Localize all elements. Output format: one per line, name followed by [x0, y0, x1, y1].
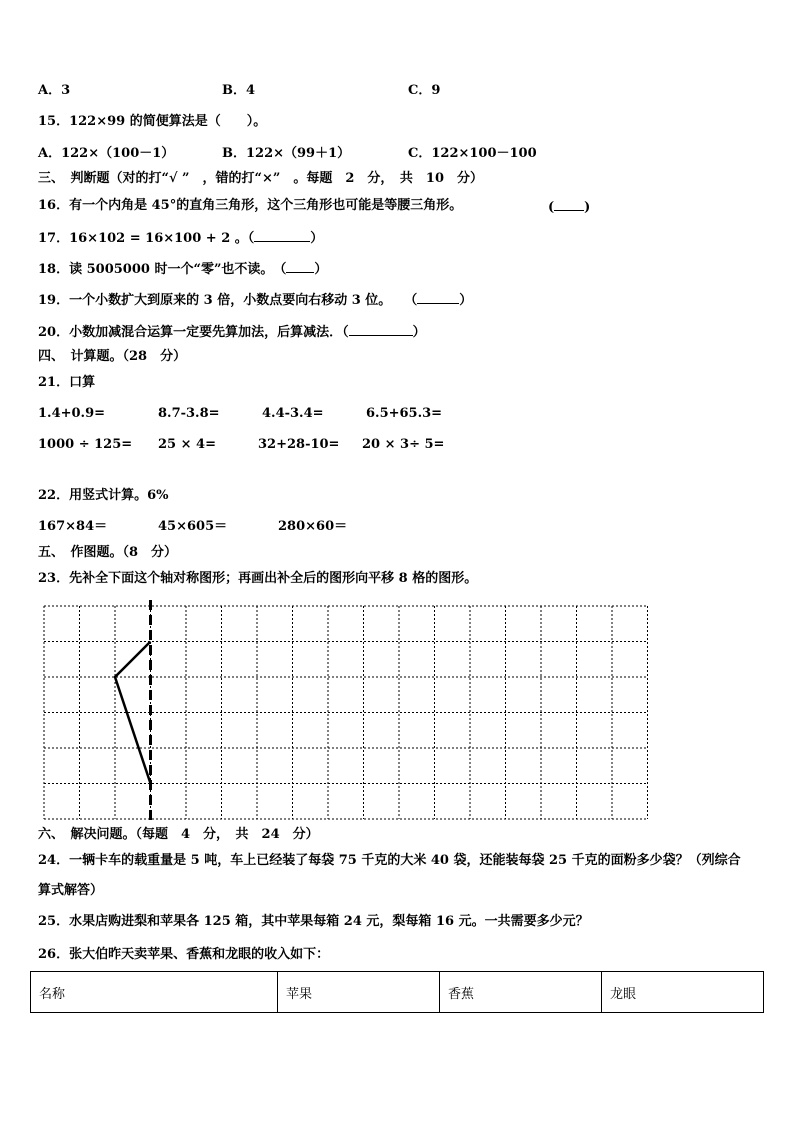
q21-title: 21．口算	[38, 375, 96, 390]
q19-line	[38, 290, 472, 310]
q19-text: 19．一个小数扩大到原来的 3 倍，小数点要向右移动 3 位。 （	[38, 293, 418, 308]
q15-stem: 15．122×99 的简便算法是（ ）。	[38, 114, 267, 129]
section-4-heading: 四、 计算题。（28 分）	[38, 349, 187, 364]
q16-blank-line	[554, 197, 584, 211]
q21-r1-c1: 1.4+0.9=	[38, 406, 106, 421]
q17-close-paren: ）	[310, 231, 324, 246]
section-3-heading: 三、 判断题（对的打“√ ” ，错的打“×” 。每题 2 分， 共 10 分）	[38, 171, 484, 186]
q24-line-1: 24．一辆卡车的载重量是 5 吨，车上已经装了每袋 75 千克的大米 40 袋，还能装每袋 25 千克的面粉多少袋？（列综合	[38, 853, 741, 868]
q16-close-paren: )	[584, 200, 591, 215]
q21-r1-c3: 4.4-3.4=	[262, 406, 324, 421]
q18-answer-blank[interactable]	[286, 259, 314, 273]
q20-answer-blank[interactable]	[349, 322, 413, 336]
q22-item-1: 167×84＝	[38, 519, 108, 534]
q16-text: 16．有一个内角是 45°的直角三角形，这个三角形也可能是等腰三角形。	[38, 198, 463, 213]
q22-title: 22．用竖式计算。6%	[38, 488, 169, 503]
drawing-grid[interactable]	[40, 600, 650, 822]
q18-text: 18．读 5005000 时一个“零”也不读。 （	[38, 262, 287, 277]
section-5-heading: 五、 作图题。（8 分）	[38, 545, 178, 560]
q15-option-c: C．122×100－100	[408, 146, 537, 161]
q19-close-paren: ）	[459, 293, 473, 308]
q18-close-paren: ）	[314, 262, 328, 277]
q17-line	[38, 228, 323, 248]
section-6-heading: 六、 解决问题。（每题 4 分， 共 24 分）	[38, 827, 319, 842]
q21-r2-c3: 32+28-10=	[258, 437, 340, 452]
q18-line	[38, 259, 327, 279]
q19-answer-blank[interactable]	[417, 290, 459, 304]
q24-line-2: 算式解答）	[38, 883, 104, 898]
income-header-name: 名称	[31, 972, 278, 1013]
income-header-apple: 苹果	[278, 972, 440, 1013]
income-header-banana: 香蕉	[440, 972, 602, 1013]
q15-option-b: B．122×（99＋1）	[222, 146, 351, 161]
q23-text: 23．先补全下面这个轴对称图形；再画出补全后的图形向平移 8 格的图形。	[38, 571, 478, 586]
q22-item-3: 280×60＝	[278, 519, 348, 534]
q14-option-b: B．4	[222, 83, 256, 98]
q14-option-a: A．3	[38, 83, 71, 98]
q25-text: 25．水果店购进梨和苹果各 125 箱，其中苹果每箱 24 元，梨每箱 16 元。一共需要多少元？	[38, 914, 589, 929]
q20-line	[38, 322, 426, 342]
q21-r1-c2: 8.7-3.8=	[158, 406, 220, 421]
q14-option-c: C．9	[408, 83, 441, 98]
q21-r2-c2: 25 × 4=	[158, 437, 216, 452]
q15-option-a: A．122×（100－1）	[38, 146, 175, 161]
q17-text: 17．16×102 = 16×100 + 2 。（	[38, 231, 255, 246]
q20-text: 20．小数加减混合运算一定要先算加法，后算减法．（	[38, 325, 349, 340]
income-table	[30, 971, 764, 1013]
q16-open-paren: (	[548, 200, 555, 215]
income-table-header-row	[31, 972, 764, 1013]
q26-text: 26．张大伯昨天卖苹果、香蕉和龙眼的收入如下：	[38, 947, 330, 962]
q21-r1-c4: 6.5+65.3=	[366, 406, 443, 421]
q16-answer-blank[interactable]	[548, 197, 590, 217]
q21-r2-c1: 1000 ÷ 125=	[38, 437, 133, 452]
q22-item-2: 45×605＝	[158, 519, 228, 534]
q21-r2-c4: 20 × 3÷ 5=	[362, 437, 445, 452]
q20-close-paren: ）	[412, 325, 426, 340]
q17-answer-blank[interactable]	[254, 228, 310, 242]
income-header-longan: 龙眼	[602, 972, 764, 1013]
